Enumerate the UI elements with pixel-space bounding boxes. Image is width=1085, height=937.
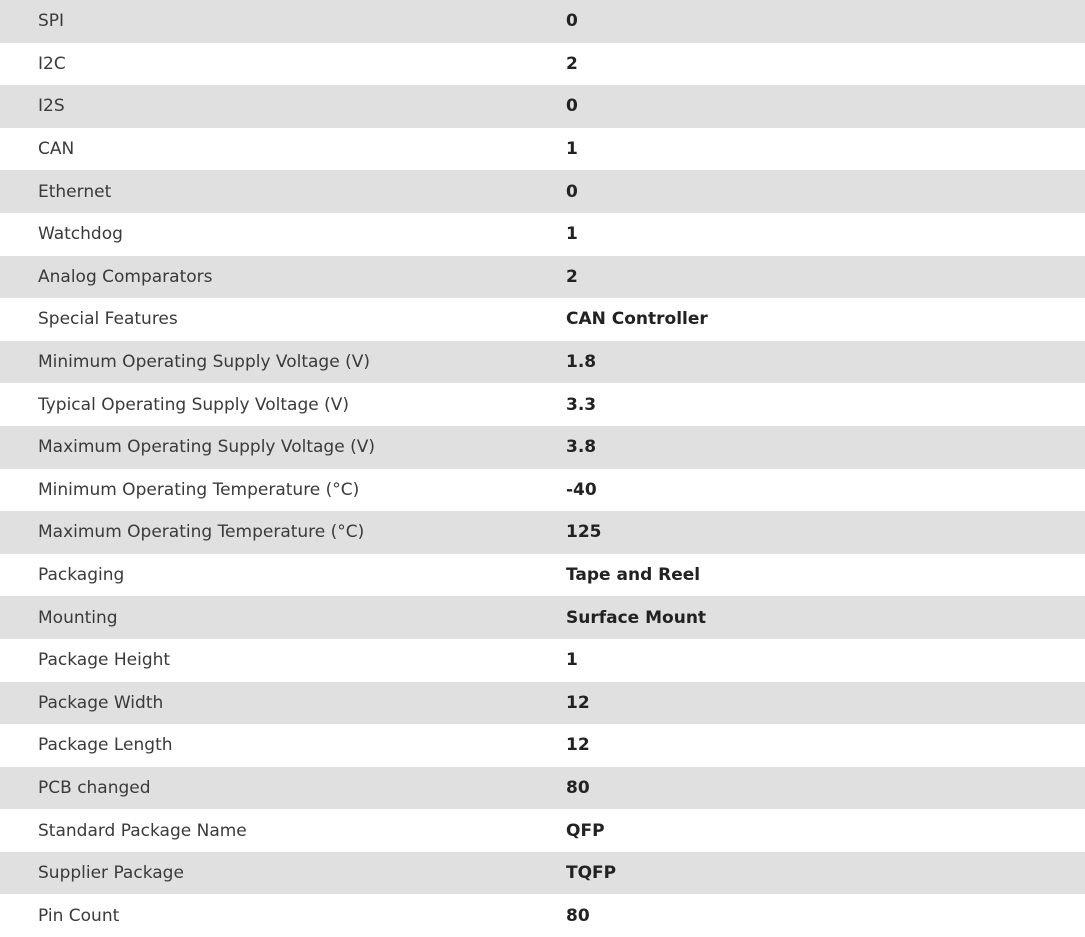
spec-value: 125 [566,511,1085,554]
spec-label: Ethernet [0,170,566,213]
spec-row-package-height [0,639,1085,682]
spec-row-analog-comparators [0,256,1085,299]
spec-row-packaging [0,554,1085,597]
spec-label: I2S [0,85,566,128]
spec-value: 1 [566,224,578,245]
spec-label: Package Length [38,735,173,756]
spec-row-package-length [0,724,1085,767]
spec-row-special-features [0,298,1085,341]
spec-value: 2 [566,53,578,74]
spec-value: 1 [566,650,578,671]
spec-value: 0 [566,0,1085,43]
spec-label: PCB changed [0,767,566,810]
spec-row-watchdog [0,213,1085,256]
spec-label: Special Features [38,309,178,330]
spec-label: I2C [38,53,66,74]
spec-row-min-supply-voltage [0,341,1085,384]
spec-label: Minimum Operating Supply Voltage (V) [0,341,566,384]
spec-row-max-supply-voltage [0,426,1085,469]
spec-value: CAN Controller [566,309,708,330]
spec-row-pin-count [0,894,1085,937]
spec-label: Package Width [0,682,566,725]
spec-row-spi [0,0,1085,43]
spec-row-ethernet [0,170,1085,213]
spec-value: 1.8 [566,341,1085,384]
spec-value: QFP [566,820,605,841]
spec-value: Tape and Reel [566,565,701,586]
spec-value: 80 [566,905,590,926]
spec-label: CAN [38,139,75,160]
spec-label: Package Height [38,650,171,671]
spec-label: Minimum Operating Temperature (°C) [38,479,360,500]
spec-value: 12 [566,735,590,756]
spec-label: Supplier Package [0,852,566,895]
spec-label: Typical Operating Supply Voltage (V) [38,394,349,415]
spec-label: Standard Package Name [38,820,247,841]
spec-row-package-width [0,682,1085,725]
spec-label: Maximum Operating Supply Voltage (V) [0,426,566,469]
spec-value: 12 [566,682,1085,725]
spec-value: 1 [566,139,578,160]
spec-value: 0 [566,170,1085,213]
spec-label: Packaging [38,565,125,586]
spec-value: 0 [566,85,1085,128]
spec-label: Analog Comparators [0,256,566,299]
spec-value: Surface Mount [566,596,1085,639]
spec-value: -40 [566,479,597,500]
spec-label: Mounting [0,596,566,639]
spec-row-max-temperature [0,511,1085,554]
spec-row-typ-supply-voltage [0,383,1085,426]
spec-row-supplier-package [0,852,1085,895]
spec-value: TQFP [566,852,1085,895]
spec-value: 3.8 [566,426,1085,469]
spec-row-i2s [0,85,1085,128]
spec-row-can [0,128,1085,171]
spec-label: Watchdog [38,224,123,245]
spec-row-min-temperature [0,469,1085,512]
spec-row-mounting [0,596,1085,639]
spec-value: 2 [566,256,1085,299]
spec-value: 3.3 [566,394,597,415]
spec-value: 80 [566,767,1085,810]
spec-label: Pin Count [38,905,120,926]
spec-label: Maximum Operating Temperature (°C) [0,511,566,554]
spec-row-i2c [0,43,1085,86]
spec-label: SPI [0,0,566,43]
spec-row-pcb-changed [0,767,1085,810]
spec-row-standard-package-name [0,809,1085,852]
